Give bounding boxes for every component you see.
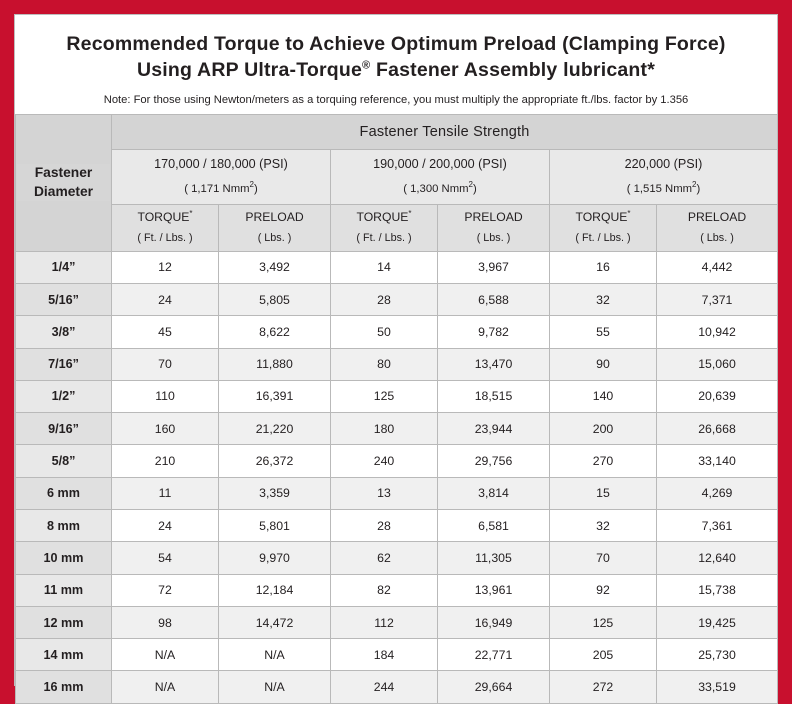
cell-torque-3: 205: [550, 639, 657, 671]
cell-torque-2: 240: [331, 445, 438, 477]
cell-torque-1: N/A: [112, 671, 219, 703]
page-title-line-1: Recommended Torque to Achieve Optimum Preload (Clamping Force): [66, 33, 726, 55]
table-row: [16, 380, 778, 412]
cell-torque-3: 15: [550, 477, 657, 509]
table-row: [16, 639, 778, 671]
cell-preload-3: 15,060: [657, 348, 778, 380]
cell-diameter: 5/8”: [16, 445, 112, 477]
cell-preload-2: 3,967: [438, 251, 550, 283]
cell-torque-1: 24: [112, 510, 219, 542]
cell-preload-1: 26,372: [219, 445, 331, 477]
cell-preload-1: 21,220: [219, 413, 331, 445]
cell-preload-1: 5,805: [219, 283, 331, 315]
cell-torque-2: 112: [331, 606, 438, 638]
cell-torque-3: 270: [550, 445, 657, 477]
strength-group-2-psi: 190,000 / 200,000 (PSI): [373, 157, 507, 172]
cell-diameter: 11 mm: [16, 574, 112, 606]
cell-preload-3: 10,942: [657, 316, 778, 348]
cell-diameter: 6 mm: [16, 477, 112, 509]
cell-torque-3: 90: [550, 348, 657, 380]
cell-torque-3: 272: [550, 671, 657, 703]
cell-diameter: 12 mm: [16, 606, 112, 638]
cell-torque-2: 184: [331, 639, 438, 671]
cell-torque-1: 210: [112, 445, 219, 477]
table-row: [16, 574, 778, 606]
cell-preload-2: 13,961: [438, 574, 550, 606]
table-row: [16, 348, 778, 380]
cell-preload-2: 9,782: [438, 316, 550, 348]
cell-torque-2: 62: [331, 542, 438, 574]
conversion-note: Note: For those using Newton/meters as a torquing reference, you must multiply the appropriate ft./lbs. factor by 1.356: [103, 93, 689, 106]
cell-torque-3: 92: [550, 574, 657, 606]
strength-group-3-psi: 220,000 (PSI): [624, 157, 703, 172]
fastener-diameter-header: [16, 114, 112, 251]
cell-preload-2: 6,581: [438, 510, 550, 542]
cell-torque-2: 244: [331, 671, 438, 703]
table-row: [16, 316, 778, 348]
cell-diameter: 10 mm: [16, 542, 112, 574]
cell-preload-3: 12,640: [657, 542, 778, 574]
cell-torque-1: 160: [112, 413, 219, 445]
cell-torque-1: 11: [112, 477, 219, 509]
cell-preload-1: 11,880: [219, 348, 331, 380]
cell-torque-3: 200: [550, 413, 657, 445]
strength-group-1-psi: 170,000 / 180,000 (PSI): [154, 157, 288, 172]
table-row: [16, 283, 778, 315]
cell-preload-1: 9,970: [219, 542, 331, 574]
fastener-diameter-header-line2: Diameter: [33, 183, 94, 199]
cell-preload-2: 13,470: [438, 348, 550, 380]
table-header-row-columns: [16, 204, 778, 251]
cell-preload-3: 4,442: [657, 251, 778, 283]
cell-torque-3: 32: [550, 283, 657, 315]
cell-torque-3: 70: [550, 542, 657, 574]
cell-preload-3: 33,519: [657, 671, 778, 703]
strength-group-1: [112, 149, 331, 204]
cell-torque-1: 54: [112, 542, 219, 574]
table-row: [16, 445, 778, 477]
cell-diameter: 3/8”: [16, 316, 112, 348]
cell-preload-3: 15,738: [657, 574, 778, 606]
cell-torque-3: 125: [550, 606, 657, 638]
cell-preload-3: 25,730: [657, 639, 778, 671]
cell-torque-2: 13: [331, 477, 438, 509]
cell-preload-2: 18,515: [438, 380, 550, 412]
cell-preload-3: 7,361: [657, 510, 778, 542]
cell-torque-3: 140: [550, 380, 657, 412]
cell-torque-2: 28: [331, 510, 438, 542]
document-header: [15, 15, 777, 114]
cell-diameter: 1/2”: [16, 380, 112, 412]
cell-preload-1: 12,184: [219, 574, 331, 606]
cell-torque-2: 80: [331, 348, 438, 380]
cell-preload-3: 20,639: [657, 380, 778, 412]
cell-preload-3: 33,140: [657, 445, 778, 477]
cell-preload-1: 8,622: [219, 316, 331, 348]
cell-torque-2: 50: [331, 316, 438, 348]
strength-group-3: [550, 149, 778, 204]
cell-preload-2: 29,756: [438, 445, 550, 477]
table-row: [16, 413, 778, 445]
page-title-line-2: [35, 57, 757, 83]
cell-preload-1: 14,472: [219, 606, 331, 638]
table-row: [16, 477, 778, 509]
cell-preload-2: 6,588: [438, 283, 550, 315]
cell-preload-2: 29,664: [438, 671, 550, 703]
cell-preload-2: 3,814: [438, 477, 550, 509]
table-row: [16, 510, 778, 542]
cell-torque-2: 28: [331, 283, 438, 315]
cell-torque-3: 16: [550, 251, 657, 283]
cell-torque-3: 32: [550, 510, 657, 542]
cell-preload-2: 22,771: [438, 639, 550, 671]
cell-torque-1: 72: [112, 574, 219, 606]
cell-preload-1: 5,801: [219, 510, 331, 542]
cell-preload-2: 16,949: [438, 606, 550, 638]
cell-preload-3: 26,668: [657, 413, 778, 445]
cell-diameter: 8 mm: [16, 510, 112, 542]
torque-table: [15, 114, 778, 704]
column-header-preload-2: PRELOAD ( Lbs. ): [438, 204, 550, 251]
cell-torque-2: 125: [331, 380, 438, 412]
cell-torque-1: 12: [112, 251, 219, 283]
cell-torque-1: 70: [112, 348, 219, 380]
strength-group-2-nmm: ( 1,300 Nmm$^2$): [403, 179, 477, 195]
cell-torque-1: 24: [112, 283, 219, 315]
cell-torque-1: N/A: [112, 639, 219, 671]
cell-torque-1: 98: [112, 606, 219, 638]
cell-preload-2: 11,305: [438, 542, 550, 574]
table-row: [16, 542, 778, 574]
document-page: [14, 14, 778, 695]
column-header-torque-3: TORQUE* ( Ft. / Lbs. ): [550, 204, 657, 251]
page-title-line-2-part-a: Using ARP Ultra-Torque: [136, 59, 363, 82]
cell-preload-3: 7,371: [657, 283, 778, 315]
cell-diameter: 1/4”: [16, 251, 112, 283]
cell-torque-3: 55: [550, 316, 657, 348]
strength-group-2: [331, 149, 550, 204]
cell-diameter: 9/16”: [16, 413, 112, 445]
fastener-diameter-header-line1: Fastener: [34, 165, 93, 180]
tensile-strength-header: Fastener Tensile Strength: [112, 114, 778, 149]
column-header-preload-1: PRELOAD ( Lbs. ): [219, 204, 331, 251]
cell-torque-2: 180: [331, 413, 438, 445]
cell-preload-1: 3,359: [219, 477, 331, 509]
column-header-torque-1: TORQUE* ( Ft. / Lbs. ): [112, 204, 219, 251]
cell-preload-3: 4,269: [657, 477, 778, 509]
table-header-row-strengths: [16, 149, 778, 204]
cell-preload-1: N/A: [219, 671, 331, 703]
cell-torque-1: 110: [112, 380, 219, 412]
cell-diameter: 14 mm: [16, 639, 112, 671]
cell-preload-1: 3,492: [219, 251, 331, 283]
cell-torque-2: 82: [331, 574, 438, 606]
registered-mark: ®: [362, 59, 371, 72]
strength-group-1-nmm: ( 1,171 Nmm$^2$): [184, 179, 258, 195]
cell-preload-2: 23,944: [438, 413, 550, 445]
strength-group-3-nmm: ( 1,515 Nmm$^2$): [626, 179, 701, 195]
table-row: [16, 606, 778, 638]
cell-preload-1: 16,391: [219, 380, 331, 412]
cell-torque-1: 45: [112, 316, 219, 348]
cell-preload-3: 19,425: [657, 606, 778, 638]
cell-diameter: 7/16”: [16, 348, 112, 380]
column-header-torque-2: TORQUE* ( Ft. / Lbs. ): [331, 204, 438, 251]
page-title-line-2-part-b: Fastener Assembly lubricant*: [370, 59, 656, 82]
table-row: [16, 251, 778, 283]
cell-diameter: 5/16”: [16, 283, 112, 315]
column-header-preload-3: PRELOAD ( Lbs. ): [657, 204, 778, 251]
cell-diameter: 16 mm: [16, 671, 112, 703]
table-header-row-tensile: [16, 114, 778, 149]
table-row: [16, 671, 778, 703]
cell-torque-2: 14: [331, 251, 438, 283]
cell-preload-1: N/A: [219, 639, 331, 671]
